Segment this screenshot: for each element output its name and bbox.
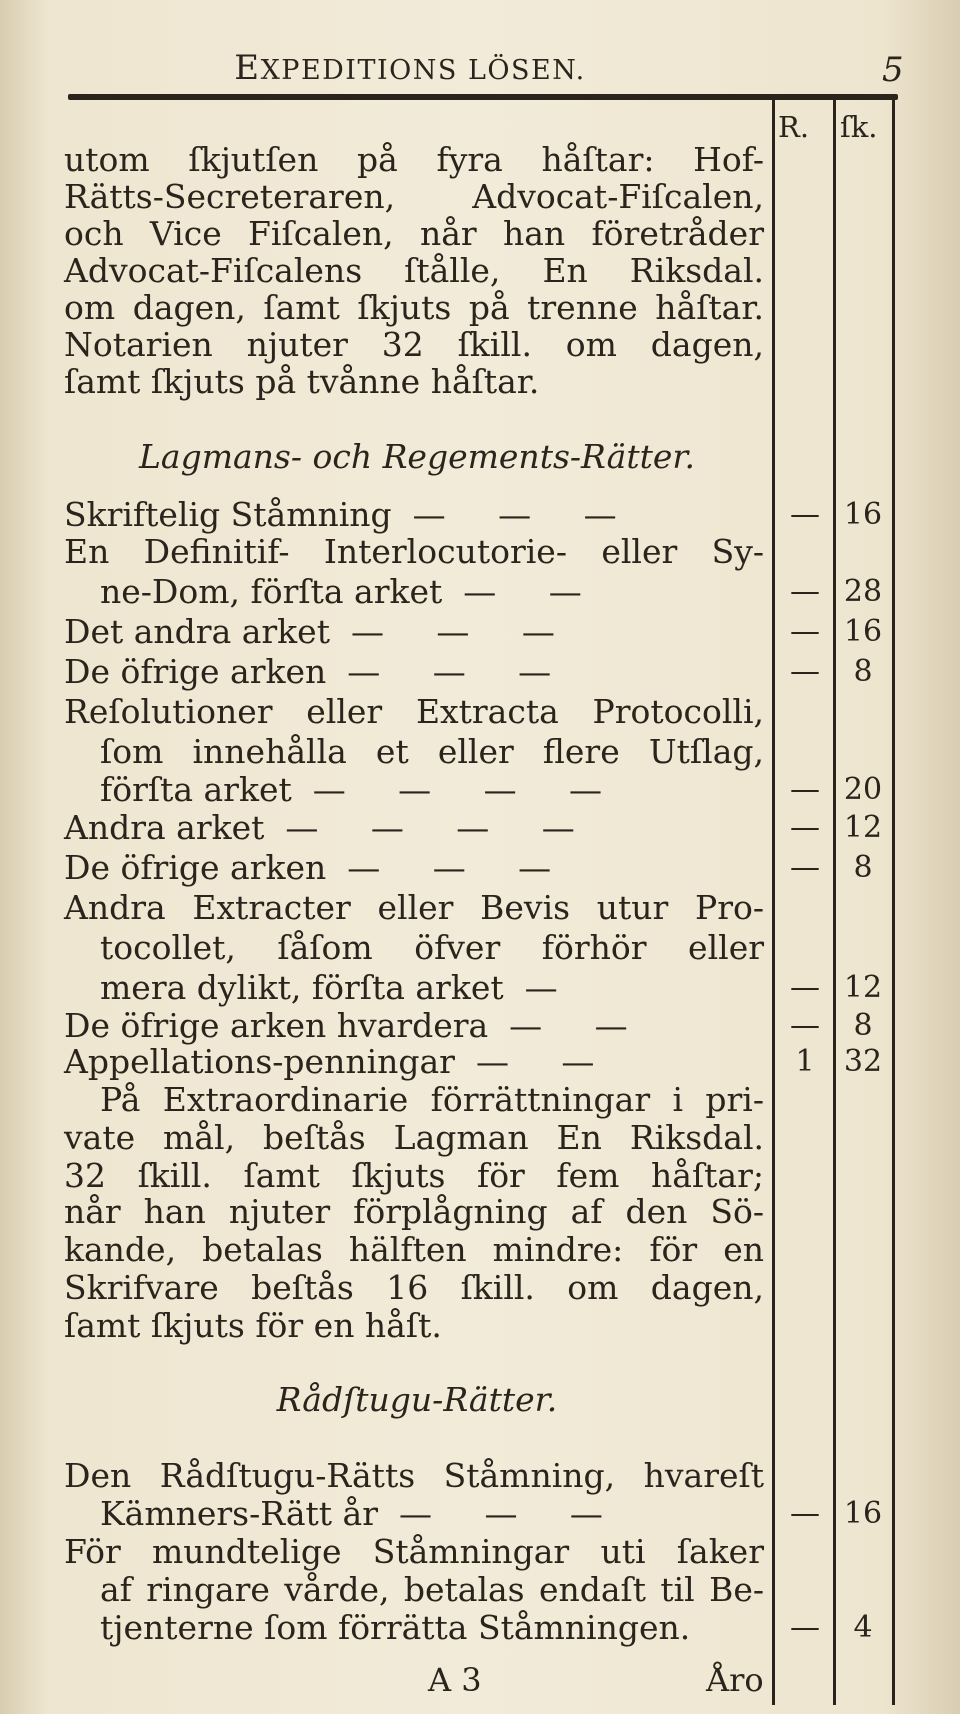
catchword: Åro [706, 1661, 764, 1699]
text-line: En Definitif- Interlocutorie- eller Sy- [64, 532, 764, 571]
column-rule-middle [833, 100, 836, 1705]
text-line: vate mål, beſtås Lagman En Riksdal. [64, 1118, 764, 1157]
page-number: 5 [882, 50, 904, 90]
leader-dashes: — — — [329, 612, 555, 651]
text-line: Skriftelig Ståmning — — — [64, 495, 617, 534]
riksdaler-amount: — [790, 497, 820, 532]
skilling-amount: 4 [853, 1610, 873, 1645]
text-line: Det andra arket — — — [64, 612, 555, 651]
skilling-amount: 20 [843, 772, 883, 807]
riksdaler-amount: — [790, 1496, 820, 1531]
text-line: Appellations-penningar — — [64, 1042, 595, 1081]
text-line: ſom innehålla et eller flere Utſlag, [100, 732, 764, 771]
leader-dashes: — — — [326, 652, 552, 691]
riksdaler-amount: 1 [795, 1044, 815, 1079]
leader-dashes: — [503, 968, 558, 1007]
running-title [0, 48, 820, 88]
text-line: ne-Dom, förſta arket — — [100, 572, 582, 611]
leader-dashes: — — [454, 1042, 595, 1081]
text-line: utom ſkjutſen på fyra håſtar: Hof- [64, 140, 764, 179]
leader-dashes: — — — — [264, 808, 575, 847]
leader-dashes: — — — [378, 1494, 603, 1533]
skilling-amount: 16 [843, 497, 883, 532]
leader-dashes: — — — [391, 495, 617, 534]
leader-dashes: — — [488, 1006, 628, 1045]
text-line: mera dylikt, förſta arket — [100, 968, 558, 1007]
text-line: tocollet, ſåſom öfver förhör eller [100, 928, 764, 967]
text-line: För mundtelige Ståmningar uti ſaker [64, 1532, 764, 1571]
column-header-skilling: ſk. [840, 110, 878, 144]
column-rule-right [892, 100, 895, 1705]
leader-dashes: — — — — [291, 770, 603, 809]
text-line: Rätts-Secreteraren, Advocat-Fiſcalen, [64, 177, 764, 216]
column-header-riksdaler: R. [778, 110, 810, 144]
text-line: ſamt ſkjuts på tvånne håſtar. [64, 362, 540, 401]
text-line: Skrifvare beſtås 16 ſkill. om dagen, [64, 1268, 764, 1307]
text-line: Andra Extracter eller Bevis utur Pro- [64, 888, 764, 927]
riksdaler-amount: — [790, 1008, 820, 1043]
riksdaler-amount: — [790, 574, 820, 609]
skilling-amount: 28 [843, 574, 883, 609]
skilling-amount: 12 [843, 970, 883, 1005]
riksdaler-amount: — [790, 810, 820, 845]
text-line: Kämners-Rätt år — — — [100, 1494, 603, 1533]
riksdaler-amount: — [790, 1610, 820, 1645]
running-title-rest: XPEDITIONS LÖSEN. [260, 55, 586, 86]
text-line: På Extraordinarie förrättningar i pri- [100, 1080, 764, 1119]
text-line: Advocat-Fiſcalens ſtålle, En Riksdal. [64, 251, 764, 290]
section-heading: Rådſtugu-Rätter. [276, 1380, 558, 1419]
riksdaler-amount: — [790, 654, 820, 689]
text-line: och Vice Fiſcalen, når han företråder [64, 214, 764, 253]
column-rule-left [772, 100, 775, 1705]
text-line: Den Rådſtugu-Rätts Ståmning, hvareſt [64, 1456, 764, 1495]
skilling-amount: 8 [853, 654, 873, 689]
leader-dashes: — — — [326, 848, 552, 887]
skilling-amount: 8 [853, 850, 873, 885]
skilling-amount: 8 [853, 1008, 873, 1043]
text-line: tjenterne ſom förrätta Ståmningen. [100, 1608, 691, 1647]
text-line: om dagen, ſamt ſkjuts på trenne håſtar. [64, 288, 764, 327]
text-line: ſamt ſkjuts för en håſt. [64, 1306, 442, 1345]
signature-mark: A 3 [428, 1661, 482, 1699]
skilling-amount: 12 [843, 810, 883, 845]
skilling-amount: 32 [843, 1044, 883, 1079]
text-line: De öfrige arken — — — [64, 848, 552, 887]
text-line: Notarien njuter 32 ſkill. om dagen, [64, 325, 764, 364]
section-heading: Lagmans- och Regements-Rätter. [138, 437, 696, 476]
text-line: De öfrige arken hvardera — — [64, 1006, 628, 1045]
text-line: 32 ſkill. ſamt ſkjuts för fem håſtar; [64, 1156, 764, 1195]
running-title-initial: E [234, 48, 261, 88]
riksdaler-amount: — [790, 850, 820, 885]
leader-dashes: — — [442, 572, 582, 611]
text-line: De öfrige arken — — — [64, 652, 552, 691]
text-line: kande, betalas hälften mindre: för en [64, 1230, 764, 1269]
riksdaler-amount: — [790, 614, 820, 649]
text-line: når han njuter förplågning af den Sö- [64, 1192, 764, 1231]
text-line: förſta arket — — — — [100, 770, 603, 809]
riksdaler-amount: — [790, 970, 820, 1005]
text-line: af ringare vårde, betalas endaſt til Be- [100, 1570, 764, 1609]
text-line: Reſolutioner eller Extracta Protocolli, [64, 692, 764, 731]
skilling-amount: 16 [843, 614, 883, 649]
riksdaler-amount: — [790, 772, 820, 807]
text-line: Andra arket — — — — [64, 808, 575, 847]
skilling-amount: 16 [843, 1496, 883, 1531]
